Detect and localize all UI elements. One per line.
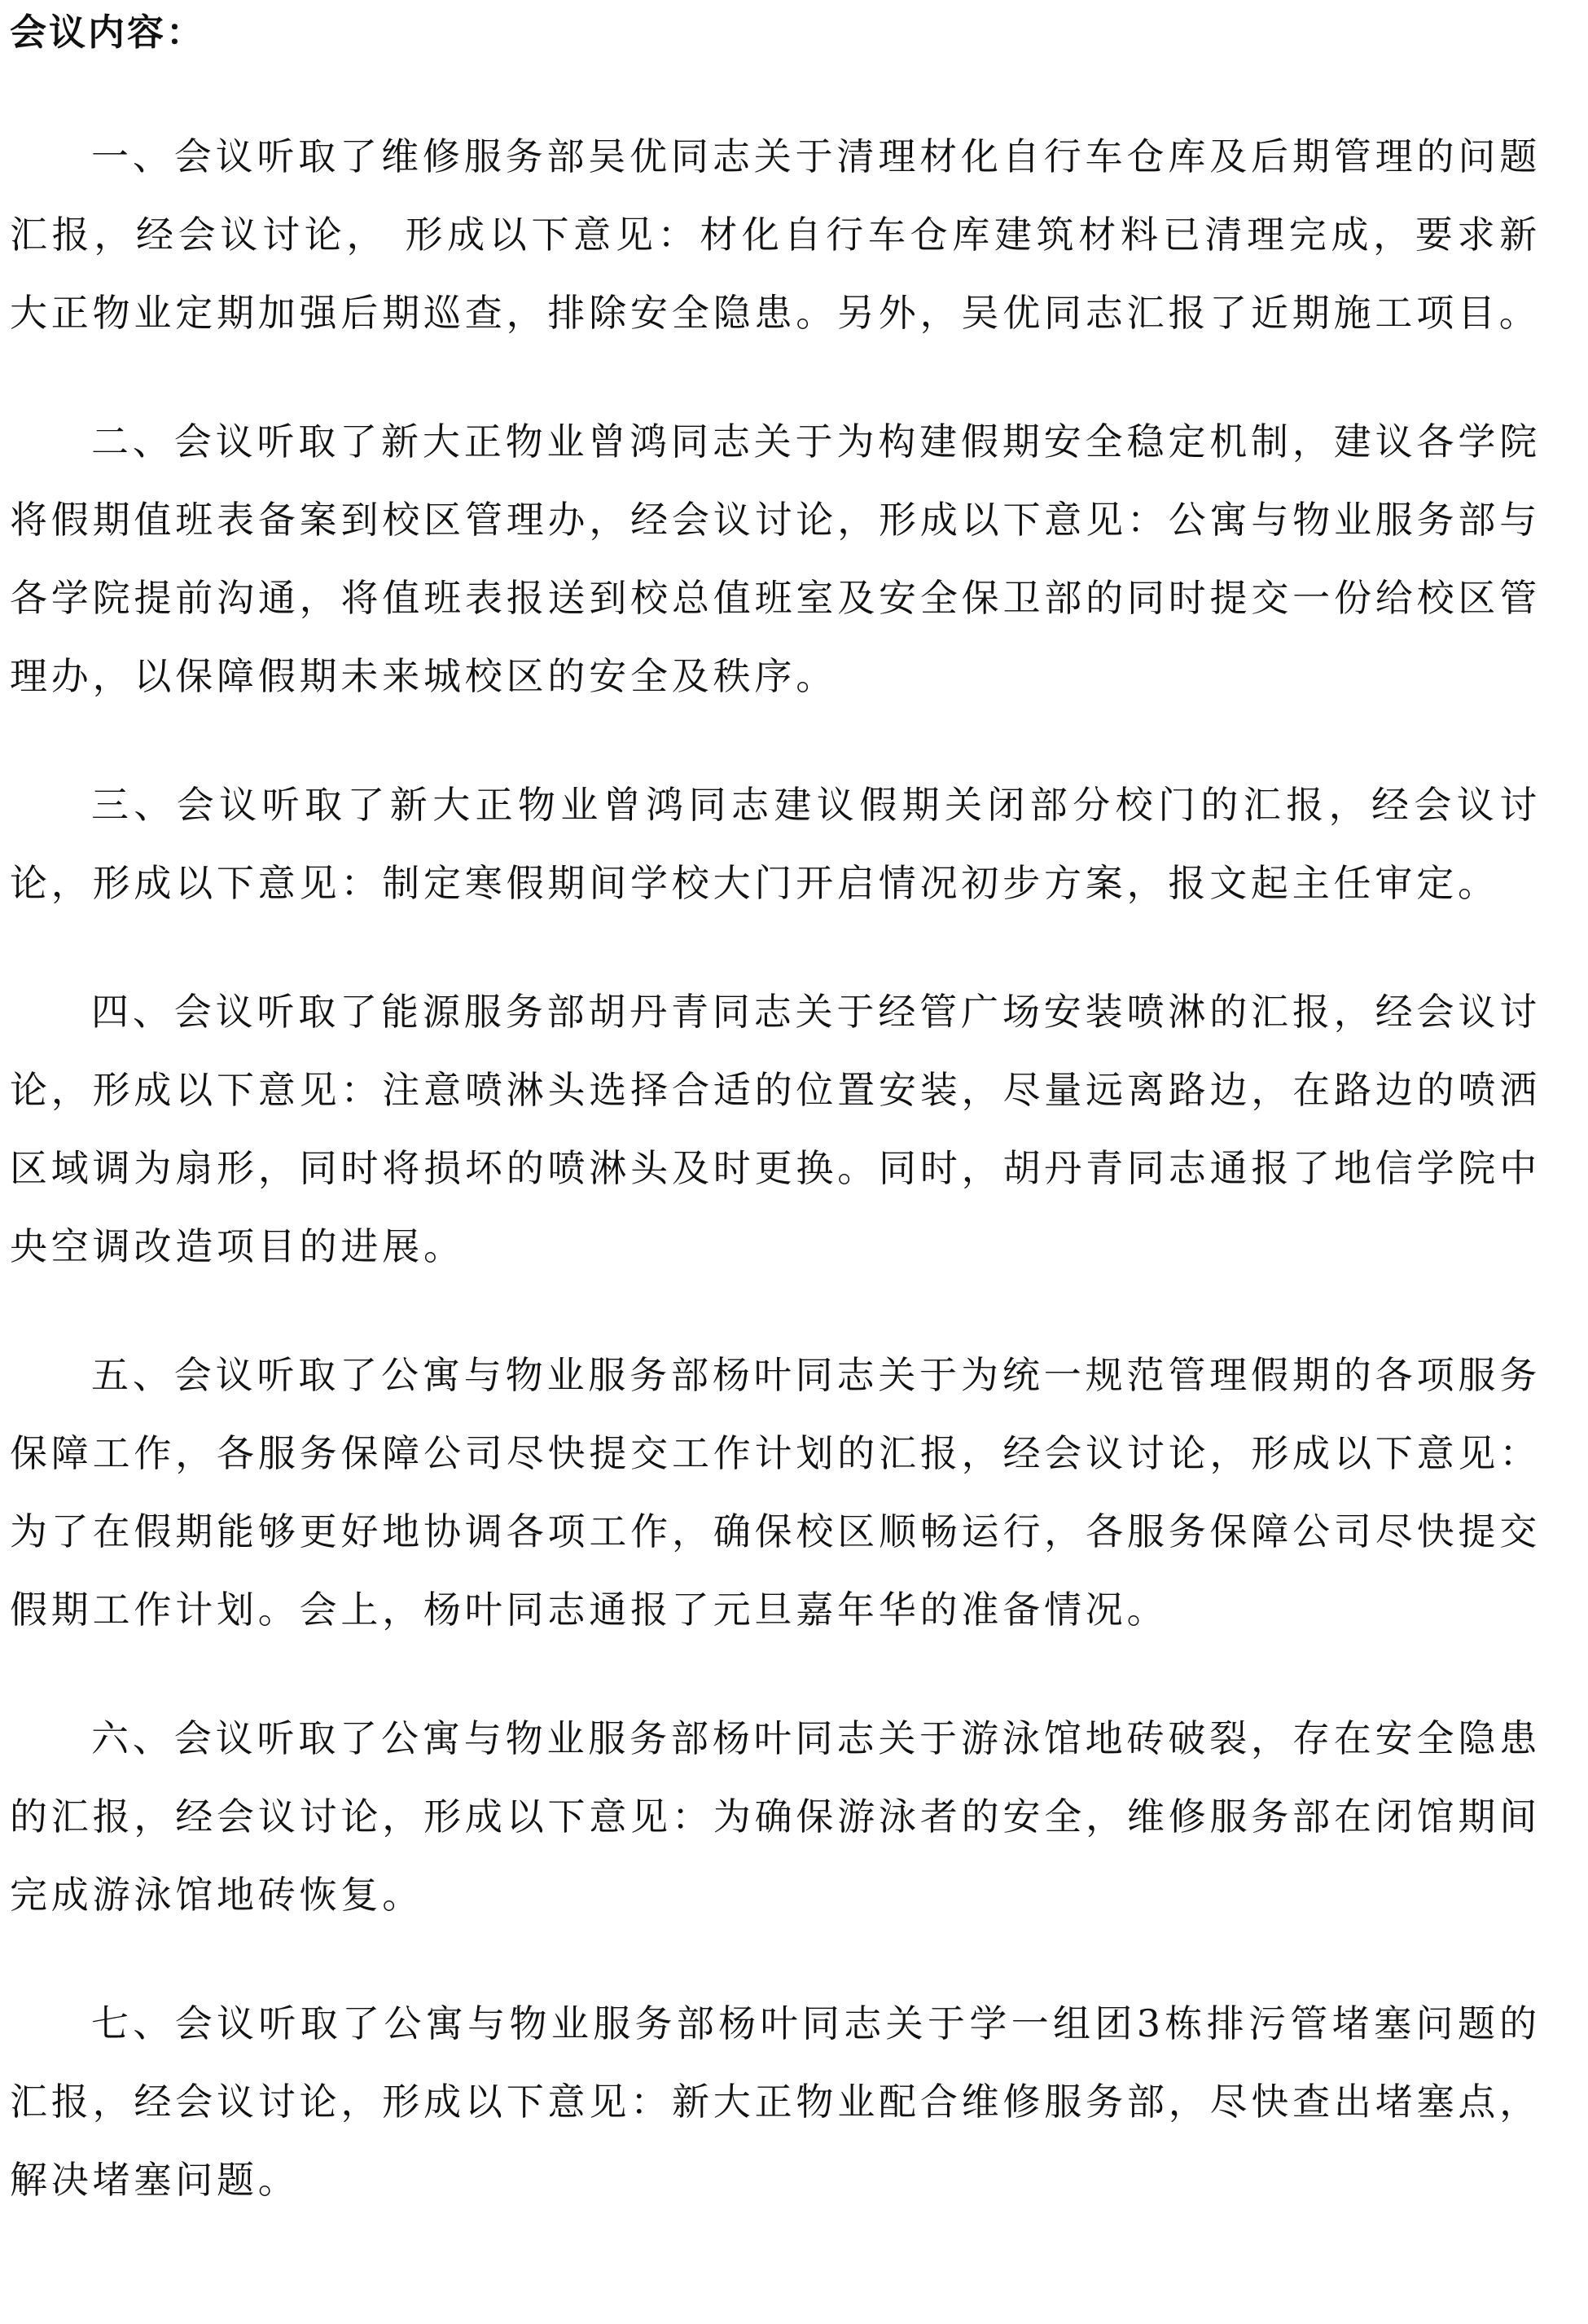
section-heading: 会议内容： xyxy=(10,11,206,54)
resolution-item-7: 七、会议听取了公寓与物业服务部杨叶同志关于学一组团3栋排污管堵塞问题的汇报，经会议讨论，形成以下意见：新大正物业配合维修服务部，尽快查出堵塞点，解决堵塞问题。 xyxy=(10,2001,1541,2202)
resolution-item-4: 四、会议听取了能源服务部胡丹青同志关于经管广场安装喷淋的汇报，经会议讨论，形成以下意见：注意喷淋头选择合适的位置安装，尽量远离路边，在路边的喷洒区域调为扇形，同时将损坏的喷淋头及时更换。同时，胡丹青同志通报了地信学院中央空调改造项目的进展。 xyxy=(10,990,1541,1268)
document-page xyxy=(10,0,1541,2269)
resolution-item-6: 六、会议听取了公寓与物业服务部杨叶同志关于游泳馆地砖破裂，存在安全隐患的汇报，经会议讨论，形成以下意见：为确保游泳者的安全，维修服务部在闭馆期间完成游泳馆地砖恢复。 xyxy=(10,1716,1541,1917)
resolution-item-5: 五、会议听取了公寓与物业服务部杨叶同志关于为统一规范管理假期的各项服务保障工作，各服务保障公司尽快提交工作计划的汇报，经会议讨论，形成以下意见：为了在假期能够更好地协调各项工作，确保校区顺畅运行，各服务保障公司尽快提交假期工作计划。会上，杨叶同志通报了元旦嘉年华的准备情况。 xyxy=(10,1353,1541,1632)
resolution-item-2: 二、会议听取了新大正物业曾鸿同志关于为构建假期安全稳定机制，建议各学院将假期值班表备案到校区管理办，经会议讨论，形成以下意见：公寓与物业服务部与各学院提前沟通，将值班表报送到校总值班室及安全保卫部的同时提交一份给校区管理办，以保障假期未来城校区的安全及秩序。 xyxy=(10,420,1541,698)
resolution-item-1: 一、会议听取了维修服务部吴优同志关于清理材化自行车仓库及后期管理的问题汇报，经会议讨论， 形成以下意见：材化自行车仓库建筑材料已清理完成，要求新大正物业定期加强后期巡查，排除安全隐患。另外，吴优同志汇报了近期施工项目。 xyxy=(10,134,1541,335)
resolution-item-3: 三、会议听取了新大正物业曾鸿同志建议假期关闭部分校门的汇报，经会议讨论，形成以下意见：制定寒假期间学校大门开启情况初步方案，报文起主任审定。 xyxy=(10,783,1541,905)
